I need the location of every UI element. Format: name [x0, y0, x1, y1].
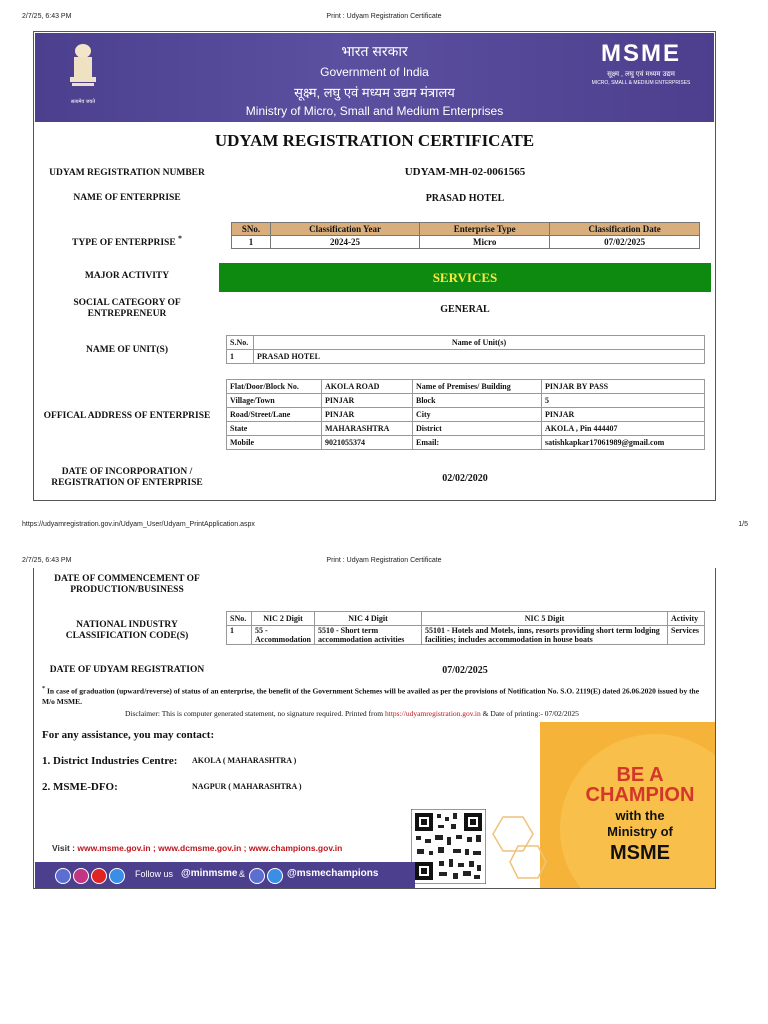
- banner-english-title: Government of India: [320, 65, 429, 79]
- facebook-icon-2[interactable]: [249, 868, 265, 884]
- nic-header-sno: SNo.: [227, 612, 252, 626]
- dic-value: AKOLA ( MAHARASHTRA ): [192, 756, 297, 765]
- address-table: [226, 379, 705, 450]
- address-row: [227, 408, 705, 422]
- champion-panel: [540, 722, 715, 888]
- nic-cell-activity: Services: [668, 626, 705, 645]
- address-value: satishkapkar17061989@gmail.com: [542, 436, 705, 450]
- address-row: [227, 422, 705, 436]
- incorporation-label: DATE OF INCORPORATION / REGISTRATION OF ENTERPRISE: [51, 467, 203, 488]
- type-cell-sno: 1: [232, 236, 271, 249]
- msme-logo-text: MSME: [601, 40, 681, 67]
- social-category-label: SOCIAL CATEGORY OF ENTREPRENEUR: [73, 298, 181, 319]
- address-value: AKOLA , Pin 444407: [542, 422, 705, 436]
- address-row: [227, 436, 705, 450]
- units-label: NAME OF UNIT(S): [86, 345, 168, 355]
- nic-header-2: NIC 2 Digit: [252, 612, 315, 626]
- udyam-date-label: DATE OF UDYAM REGISTRATION: [49, 665, 205, 675]
- units-header-name: Name of Unit(s): [254, 336, 705, 350]
- nic-table: [226, 611, 705, 645]
- champion-line-2: CHAMPION: [585, 784, 695, 806]
- type-star: *: [178, 234, 182, 243]
- dic-label: 1. District Industries Centre:: [42, 755, 178, 767]
- social-category-value: GENERAL: [440, 304, 490, 315]
- address-value: 9021055374: [322, 436, 413, 450]
- handle-msmechampions[interactable]: @msmechampions: [287, 868, 379, 879]
- address-value: 5: [542, 394, 705, 408]
- gov-banner: [35, 33, 714, 122]
- type-label: TYPE OF ENTERPRISE *: [72, 234, 182, 249]
- hexagon-decoration-icon: [488, 812, 548, 882]
- reg-number-label: UDYAM REGISTRATION NUMBER: [49, 168, 205, 178]
- nic-header-4: NIC 4 Digit: [314, 612, 421, 626]
- address-key: State: [227, 422, 322, 436]
- address-value: PINJAR: [322, 394, 413, 408]
- social-footer: [35, 862, 415, 888]
- type-header-sno: SNo.: [232, 223, 271, 236]
- udyam-date-value: 07/02/2025: [442, 665, 488, 676]
- enterprise-name-value: PRASAD HOTEL: [425, 193, 505, 204]
- graduation-note: * In case of graduation (upward/reverse) of status of an enterprise, the benefit of the Government Schemes will be availed as per the provisions of Notification No. S.O. 2119(E) dated 26.06.2020 issued by the M/o MSME.: [42, 685, 700, 706]
- address-value: MAHARASHTRA: [322, 422, 413, 436]
- type-cell-type: Micro: [420, 236, 550, 249]
- champion-line-3: with the: [615, 808, 665, 823]
- print-title-2: Print : Udyam Registration Certificate: [326, 557, 442, 564]
- units-table: [226, 335, 705, 364]
- address-row: [227, 380, 705, 394]
- ampersand: &: [239, 869, 246, 879]
- print-datetime-2: 2/7/25, 6:43 PM: [22, 557, 72, 564]
- instagram-icon[interactable]: [73, 868, 89, 884]
- major-activity-value: SERVICES: [219, 263, 711, 292]
- champion-line-1: BE A: [616, 764, 664, 786]
- address-key: City: [413, 408, 542, 422]
- commencement-label: DATE OF COMMENCEMENT OF PRODUCTION/BUSINESS: [54, 574, 200, 595]
- champion-line-4: Ministry of: [607, 824, 673, 839]
- address-key: Road/Street/Lane: [227, 408, 322, 422]
- nic-cell-sno: 1: [227, 626, 252, 645]
- dfo-label: 2. MSME-DFO:: [42, 781, 118, 793]
- note-star: *: [42, 685, 46, 692]
- nic-label: NATIONAL INDUSTRY CLASSIFICATION CODE(S): [65, 620, 189, 641]
- facebook-icon[interactable]: [55, 868, 71, 884]
- address-key: Flat/Door/Block No.: [227, 380, 322, 394]
- type-table: [231, 222, 700, 249]
- banner-hindi-title: भारत सरकार: [341, 43, 408, 59]
- type-header-type: Enterprise Type: [420, 223, 550, 236]
- msme-logo-hindi: सूक्ष्म , लघु एवं मध्यम उद्यम: [607, 71, 675, 78]
- visit-links[interactable]: www.msme.gov.in ; www.dcmsme.gov.in ; www.champions.gov.in: [77, 843, 343, 853]
- nic-cell-2: 55 - Accommodation: [252, 626, 315, 645]
- address-key: Email:: [413, 436, 542, 450]
- type-cell-date: 07/02/2025: [550, 236, 700, 249]
- msme-logo-english: MICRO, SMALL & MEDIUM ENTERPRISES: [591, 80, 691, 86]
- twitter-icon[interactable]: [109, 868, 125, 884]
- address-key: Village/Town: [227, 394, 322, 408]
- champion-line-5: MSME: [610, 842, 670, 864]
- address-key: Mobile: [227, 436, 322, 450]
- print-url: https://udyamregistration.gov.in/Udyam_User/Udyam_PrintApplication.aspx: [22, 521, 255, 528]
- print-datetime: 2/7/25, 6:43 PM: [22, 13, 72, 20]
- visit-line: Visit : www.msme.gov.in ; www.dcmsme.gov.in ; www.champions.gov.in: [52, 843, 343, 853]
- address-value: AKOLA ROAD: [322, 380, 413, 394]
- address-value: PINJAR: [542, 408, 705, 422]
- units-header-sno: S.No.: [227, 336, 254, 350]
- address-row: [227, 394, 705, 408]
- nic-header-activity: Activity: [668, 612, 705, 626]
- assistance-title: For any assistance, you may contact:: [42, 729, 215, 741]
- follow-text: Follow us: [135, 869, 174, 879]
- disclaimer: Disclaimer: This is computer generated statement, no signature required. Printed from https://udyamregistration.gov.in & Date of printing:- 07/02/2025: [125, 709, 579, 718]
- type-cell-year: 2024-25: [271, 236, 420, 249]
- msme-logo: [586, 41, 696, 86]
- address-value: PINJAR: [322, 408, 413, 422]
- print-title: Print : Udyam Registration Certificate: [326, 13, 442, 20]
- major-activity-label: MAJOR ACTIVITY: [84, 271, 170, 281]
- address-value: PINJAR BY PASS: [542, 380, 705, 394]
- certificate-title: UDYAM REGISTRATION CERTIFICATE: [214, 131, 535, 150]
- twitter-icon-2[interactable]: [267, 868, 283, 884]
- type-header-date: Classification Date: [550, 223, 700, 236]
- units-cell-name: PRASAD HOTEL: [254, 350, 705, 364]
- nic-header-5: NIC 5 Digit: [421, 612, 667, 626]
- nic-cell-5: 55101 - Hotels and Motels, inns, resorts providing short term lodging facilities; includes accommodation in house boats: [421, 626, 667, 645]
- dfo-value: NAGPUR ( MAHARASHTRA ): [192, 782, 302, 791]
- handle-minmsme[interactable]: @minmsme: [181, 868, 238, 879]
- print-page-number: 1/5: [738, 521, 748, 528]
- disclaimer-link[interactable]: https://udyamregistration.gov.in: [385, 709, 481, 718]
- enterprise-name-label: NAME OF ENTERPRISE: [73, 193, 181, 203]
- address-label: OFFICAL ADDRESS OF ENTERPRISE: [43, 411, 211, 421]
- emblem-caption: सत्यमेव जयते: [70, 99, 96, 105]
- banner-ministry-hindi: सूक्ष्म, लघु एवं मध्यम उद्यम मंत्रालय: [294, 85, 455, 100]
- units-cell-sno: 1: [227, 350, 254, 364]
- nic-cell-4: 5510 - Short term accommodation activities: [314, 626, 421, 645]
- address-key: Block: [413, 394, 542, 408]
- type-header-year: Classification Year: [271, 223, 420, 236]
- address-key: Name of Premises/ Building: [413, 380, 542, 394]
- banner-ministry-english: Ministry of Micro, Small and Medium Enterprises: [245, 104, 504, 118]
- reg-number-value: UDYAM-MH-02-0061565: [404, 166, 526, 178]
- youtube-icon[interactable]: [91, 868, 107, 884]
- qr-code-icon: [411, 809, 486, 884]
- incorporation-date: 02/02/2020: [442, 473, 488, 484]
- address-key: District: [413, 422, 542, 436]
